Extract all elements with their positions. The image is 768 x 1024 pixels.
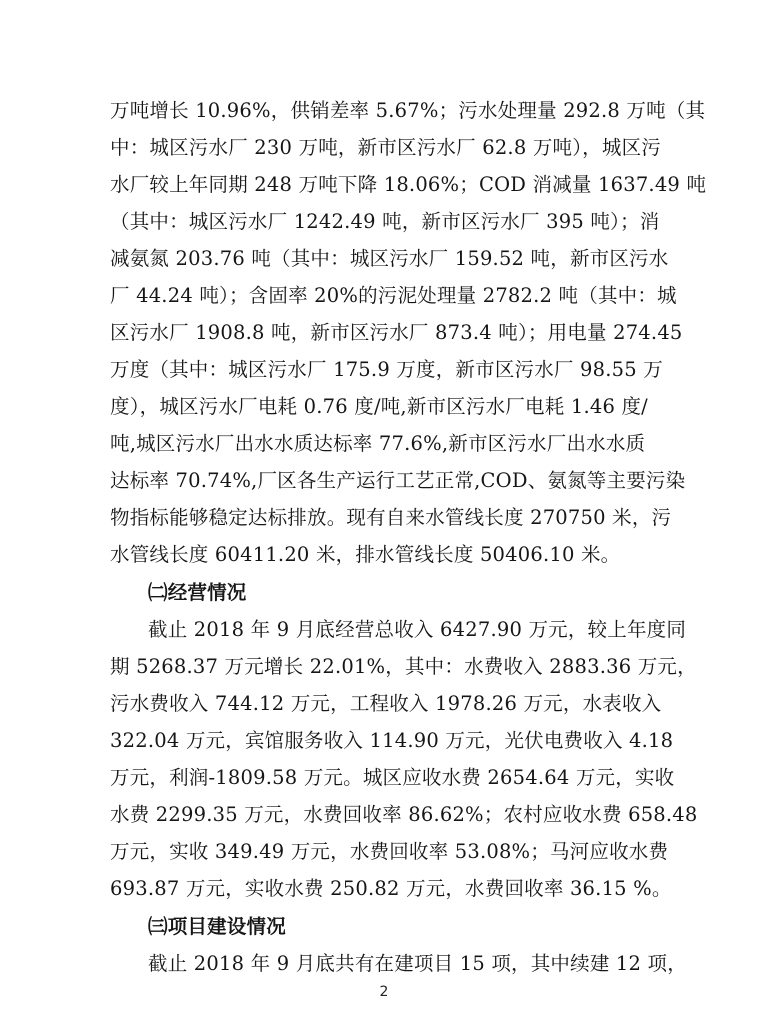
section2-line-5: 万元，利润-1809.58 万元。城区应收水费 2654.64 万元，实收 — [110, 766, 675, 789]
section2-line-3: 污水费收入 744.12 万元，工程收入 1978.26 万元，水表收入 — [110, 692, 662, 715]
paragraph1-line-12: 物指标能够稳定达标排放。现有自来水管线长度 270750 米，污 — [110, 506, 672, 529]
section2-line-8: 693.87 万元，实收水费 250.82 万元，水费回收率 36.15 %。 — [110, 877, 672, 900]
section2-line-4: 322.04 万元，宾馆服务收入 114.90 万元，光伏电费收入 4.18 — [110, 729, 674, 752]
section2-line-6: 水费 2299.35 万元，水费回收率 86.62%；农村应收水费 658.48 — [110, 803, 698, 826]
section2-line-7: 万元，实收 349.49 万元，水费回收率 53.08%；马河应收水费 — [110, 840, 669, 863]
paragraph1-line-7: 区污水厂 1908.8 吨，新市区污水厂 873.4 吨）；用电量 274.45 — [110, 321, 683, 344]
section2-line-1: 截止 2018 年 9 月底经营总收入 6427.90 万元，较上年度同 — [148, 618, 687, 641]
paragraph1-line-8: 万度（其中：城区污水厂 175.9 万度，新市区污水厂 98.55 万 — [110, 358, 663, 381]
section3-line-1: 截止 2018 年 9 月底共有在建项目 15 项，其中续建 12 项， — [148, 952, 687, 975]
section2-heading: ㈡经营情况 — [148, 581, 247, 604]
paragraph1-line-10: 吨,城区污水厂出水水质达标率 77.6%,新市区污水厂出水水质 — [110, 432, 646, 455]
section3-heading: ㈢项目建设情况 — [148, 915, 286, 938]
paragraph1-line-13: 水管线长度 60411.20 米，排水管线长度 50406.10 米。 — [110, 543, 621, 566]
paragraph1-line-2: 中：城区污水厂 230 万吨，新市区污水厂 62.8 万吨），城区污 — [110, 136, 661, 159]
paragraph1-line-3: 水厂较上年同期 248 万吨下降 18.06%；COD 消减量 1637.49 吨 — [110, 173, 707, 196]
paragraph1-line-9: 度），城区污水厂电耗 0.76 度/吨,新市区污水厂电耗 1.46 度/ — [110, 395, 648, 418]
paragraph1-line-11: 达标率 70.74%,厂区各生产运行工艺正常,COD、氨氮等主要污染 — [110, 469, 686, 492]
paragraph1-line-5: 减氨氮 203.76 吨（其中：城区污水厂 159.52 吨，新市区污水 — [110, 247, 669, 270]
page-number: 2 — [379, 984, 389, 1000]
paragraph1-line-1: 万吨增长 10.96%，供销差率 5.67%；污水处理量 292.8 万吨（其 — [110, 99, 706, 122]
paragraph1-line-4: （其中：城区污水厂 1242.49 吨，新市区污水厂 395 吨）；消 — [110, 210, 660, 233]
section2-line-2: 期 5268.37 万元增长 22.01%，其中：水费收入 2883.36 万元， — [110, 655, 697, 678]
paragraph1-line-6: 厂 44.24 吨）；含固率 20%的污泥处理量 2782.2 吨（其中：城 — [110, 284, 677, 307]
